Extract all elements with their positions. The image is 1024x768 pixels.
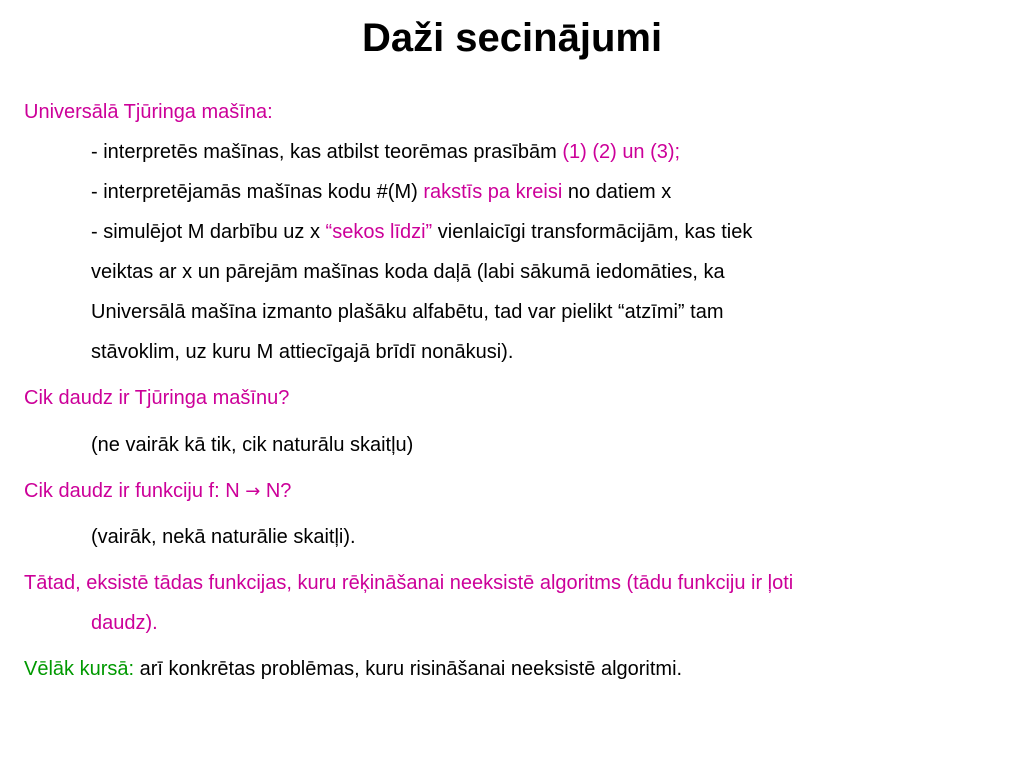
utm-bullet-2-highlight: rakstīs pa kreisi xyxy=(423,181,563,203)
question-functions xyxy=(24,478,291,505)
slide-title: Daži secinājumi xyxy=(361,16,663,60)
utm-bullet-3-highlight: “sekos līdzi” xyxy=(325,221,433,243)
utm-bullet-1 xyxy=(91,139,680,165)
utm-bullet-2 xyxy=(91,179,671,205)
utm-continuation-2: Universālā mašīna izmanto plašāku alfabētu, tad var pielikt “atzīmi” tam xyxy=(91,301,724,323)
question-functions-text-end: N? xyxy=(260,480,292,502)
utm-bullet-1-highlight: (1) (2) un (3); xyxy=(562,141,681,163)
conclusion-line-1: Tātad, eksistē tādas funkcijas, kuru rēķināšanai neeksistē algoritms (tādu funkciju ir ļoti xyxy=(24,572,794,594)
utm-bullet-2-text-end: no datiem x xyxy=(562,181,672,203)
utm-bullet-2-text: - interpretējamās mašīnas kodu #(M) xyxy=(91,181,424,203)
utm-continuation-3: stāvoklim, uz kuru M attiecīgajā brīdī nonākusi). xyxy=(91,341,514,363)
arrow-icon: → xyxy=(245,481,261,502)
later-label: Vēlāk kursā: xyxy=(24,658,135,680)
later-text: arī konkrētas problēmas, kuru risināšanai neeksistē algoritmi. xyxy=(134,658,683,680)
utm-bullet-3-text-end: vienlaicīgi transformācijām, kas tiek xyxy=(432,221,753,243)
later-in-course xyxy=(24,656,682,682)
utm-heading: Universālā Tjūringa mašīna: xyxy=(24,101,273,123)
utm-bullet-3-text: - simulējot M darbību uz x xyxy=(91,221,326,243)
answer-functions: (vairāk, nekā naturālie skaitļi). xyxy=(91,526,356,548)
utm-bullet-1-text: - interpretēs mašīnas, kas atbilst teorēmas prasībām xyxy=(91,141,563,163)
question-turing-machines: Cik daudz ir Tjūringa mašīnu? xyxy=(24,387,290,409)
utm-bullet-3 xyxy=(91,219,752,245)
utm-continuation-1: veiktas ar x un pārejām mašīnas koda daļā (labi sākumā iedomāties, ka xyxy=(91,261,725,283)
conclusion-line-2: daudz). xyxy=(91,612,158,634)
question-functions-text: Cik daudz ir funkciju f: N xyxy=(24,480,246,502)
answer-turing-machines: (ne vairāk kā tik, cik naturālu skaitļu) xyxy=(91,434,414,456)
